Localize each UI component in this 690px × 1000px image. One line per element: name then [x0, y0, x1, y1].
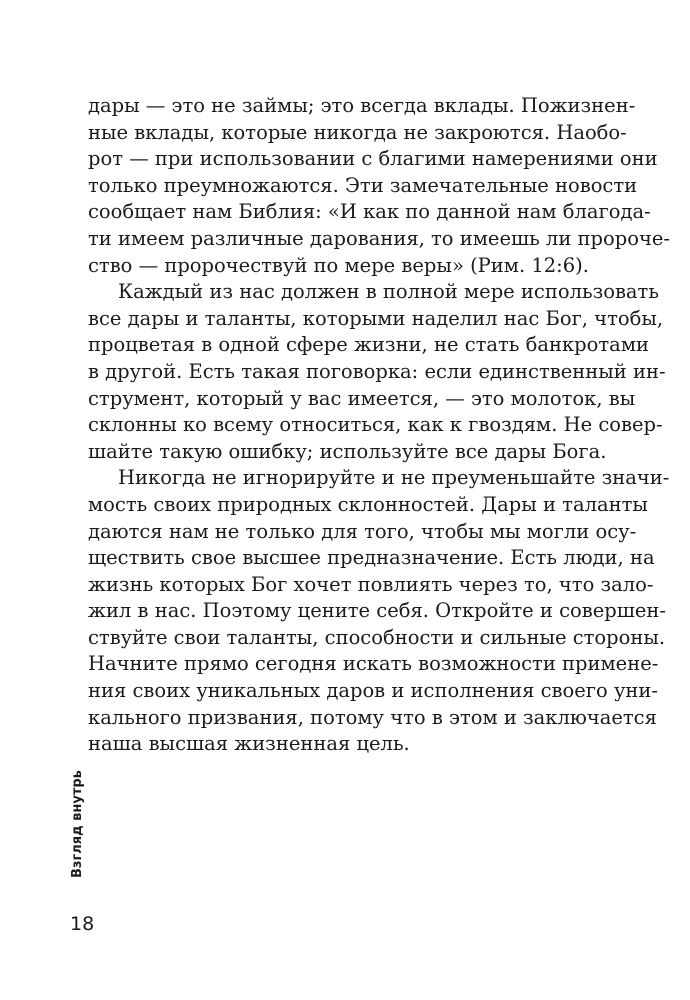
- text-line: ти имеем различные дарования, то имеешь ли пророче-: [88, 226, 670, 250]
- text-line: только преумножаются. Эти замечательные новости: [88, 173, 638, 197]
- text-line: склонны ко всему относиться, как к гвоздям. Не совер-: [88, 413, 663, 437]
- text-line: струмент, который у вас имеется, — это молоток, вы: [88, 386, 636, 410]
- text-line: ство — пророчествуй по мере веры» (Рим. 12:6).: [88, 253, 589, 277]
- text-line: сообщает нам Библия: «И как по данной нам благода-: [88, 200, 651, 224]
- page-number: 18: [70, 913, 95, 935]
- text-line: наша высшая жизненная цель.: [88, 732, 410, 756]
- text-line: жил в нас. Поэтому цените себя. Откройте и совершен-: [88, 599, 666, 623]
- text-line: Никогда не игнорируйте и не преуменьшайте значи-: [118, 466, 670, 490]
- text-line: все дары и таланты, которыми наделил нас Бог, чтобы,: [88, 306, 664, 330]
- text-line: ствуйте свои таланты, способности и сильные стороны.: [88, 625, 666, 649]
- text-line: в другой. Есть такая поговорка: если единственный ин-: [88, 359, 666, 383]
- text-line: Начните прямо сегодня искать возможности примене-: [88, 652, 659, 676]
- text-line: кального призвания, потому что в этом и заключается: [88, 705, 657, 729]
- text-line: жизнь которых Бог хочет повлиять через то, что зало-: [88, 572, 654, 596]
- text-line: ния своих уникальных даров и исполнения своего уни-: [88, 679, 659, 703]
- text-line: шайте такую ошибку; используйте все дары Бога.: [88, 439, 607, 463]
- text-line: даются нам не только для того, чтобы мы могли осу-: [88, 519, 637, 543]
- text-line: мость своих природных склонностей. Дары и таланты: [88, 492, 648, 516]
- text-line: ные вклады, которые никогда не закроются. Наобо-: [88, 120, 627, 144]
- text-line: процветая в одной сфере жизни, не стать банкротами: [88, 333, 649, 357]
- text-line: рот — при использовании с благими намерениями они: [88, 147, 658, 171]
- body-text: [88, 93, 670, 758]
- text-line: ществить свое высшее предназначение. Есть люди, на: [88, 546, 655, 570]
- text-line: Каждый из нас должен в полной мере использовать: [118, 280, 659, 304]
- text-line: дары — это не займы; это всегда вклады. Пожизнен-: [88, 94, 636, 117]
- running-title: Взгляд внутрь: [70, 770, 85, 878]
